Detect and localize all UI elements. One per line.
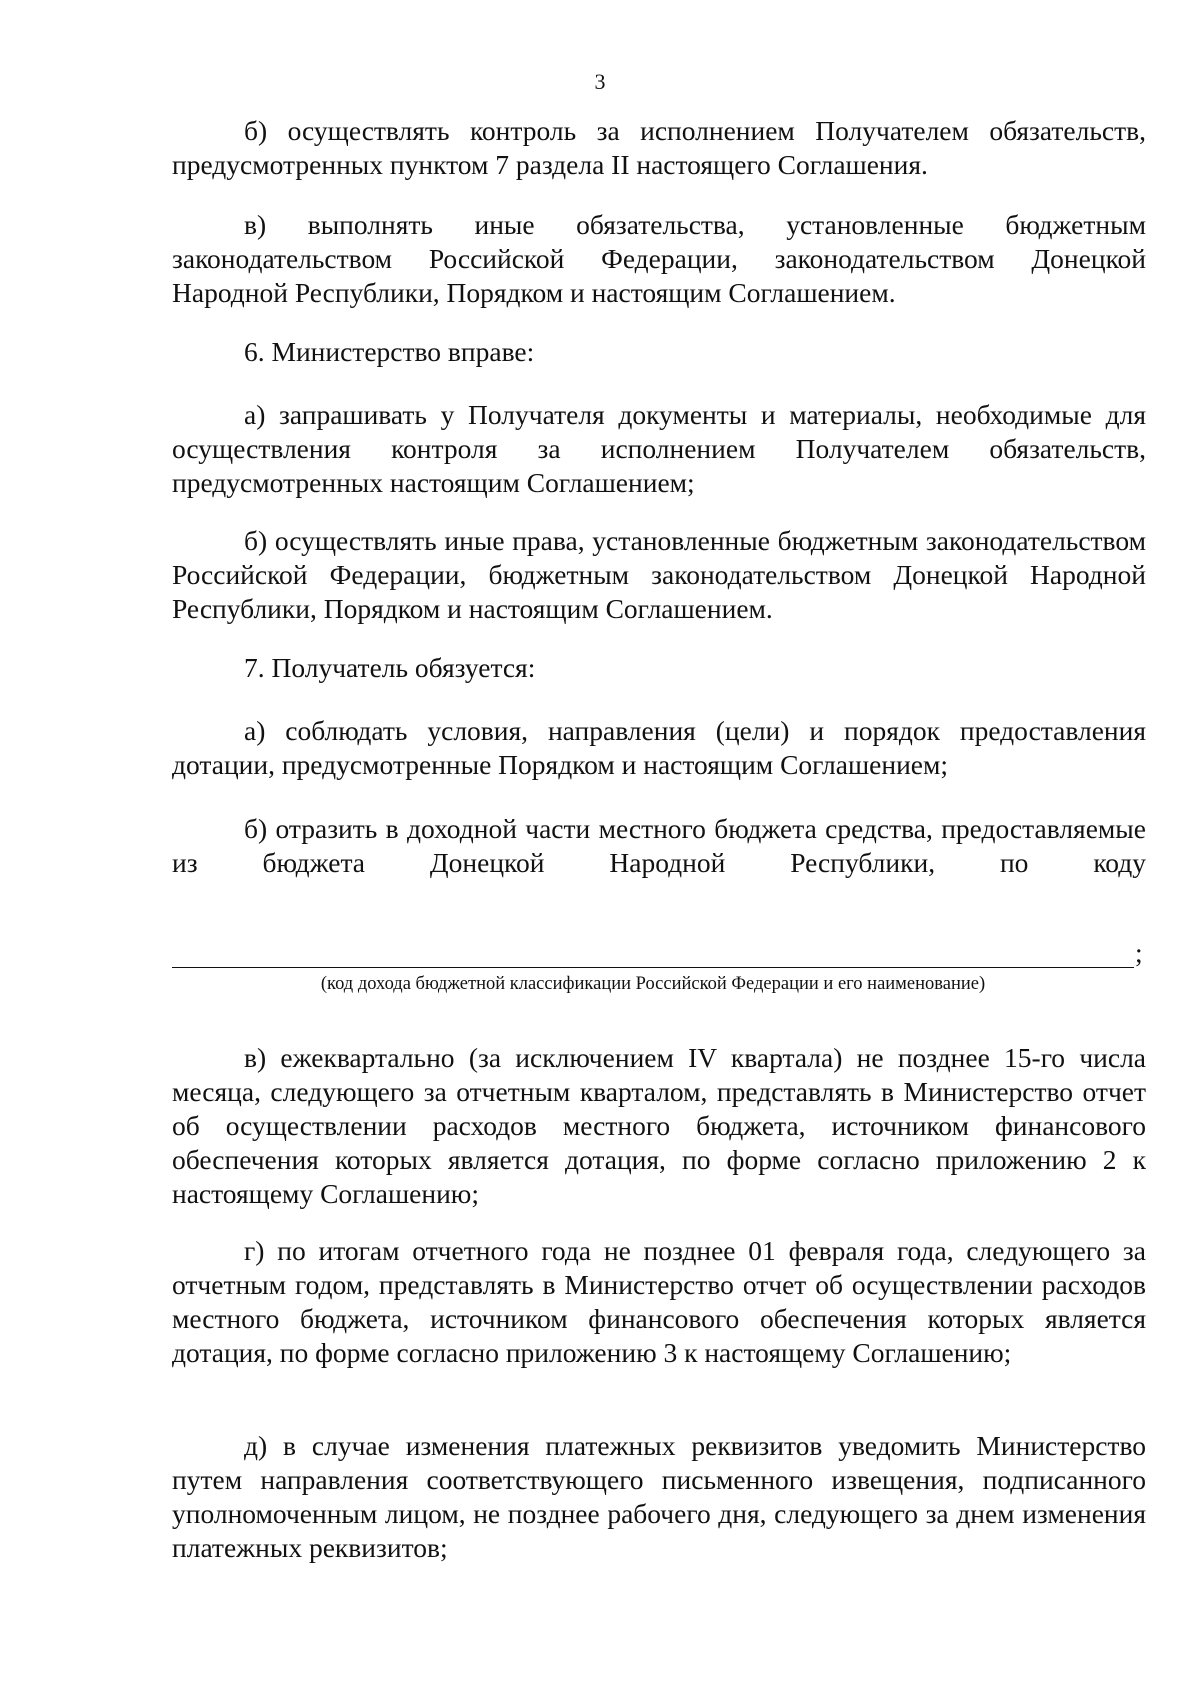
paragraph-6a-request-documents: а) запрашивать у Получателя документы и материалы, необходимые для осуществления контроля за исполнением Получателем обязательств, предусмотренных настоящим Соглашением; xyxy=(172,399,1146,498)
paragraph-7a-comply-conditions: а) соблюдать условия, направления (цели) и порядок предоставления дотации, предусмотренные Порядком и настоящим Соглашением; xyxy=(172,715,1146,780)
income-code-caption: (код дохода бюджетной классификации Российской Федерации и его наименование) xyxy=(320,974,986,994)
paragraph-7v-quarterly-report: в) ежеквартально (за исключением IV квартала) не позднее 15-го числа месяца, следующего за отчетным кварталом, представлять в Министерство отчет об осуществлении расходов местного бюджета, источником финансового обеспечения которых является дотация, по форме согласно приложению 2 к настоящему Соглашению; xyxy=(172,1042,1146,1209)
income-code-terminator: ; xyxy=(1135,937,1143,968)
section-6-heading: 6. Министерство вправе: xyxy=(244,336,535,367)
income-code-blank-line xyxy=(172,967,1134,968)
section-7-heading: 7. Получатель обязуется: xyxy=(244,652,536,683)
paragraph-7b-reflect-income: б) отразить в доходной части местного бюджета средства, предоставляемые из бюджета Донецкой Народной Республики, по коду xyxy=(172,813,1146,878)
paragraph-7g-annual-report: г) по итогам отчетного года не позднее 01 февраля года, следующего за отчетным годом, представлять в Министерство отчет об осуществлении расходов местного бюджета, источником финансового обеспечения которых является дотация, по форме согласно приложению 3 к настоящему Соглашению; xyxy=(172,1235,1146,1368)
paragraph-5b-control: б) осуществлять контроль за исполнением Получателем обязательств, предусмотренных пунктом 7 раздела II настоящего Соглашения. xyxy=(172,115,1146,180)
page-number: 3 xyxy=(594,69,606,94)
paragraph-6b-other-rights: б) осуществлять иные права, установленные бюджетным законодательством Российской Федерации, бюджетным законодательством Донецкой Народной Республики, Порядком и настоящим Соглашением. xyxy=(172,525,1146,624)
paragraph-5v-other-obligations: в) выполнять иные обязательства, установленные бюджетным законодательством Российской Федерации, законодательством Донецкой Народной Республики, Порядком и настоящим Соглашением. xyxy=(172,209,1146,308)
paragraph-7d-payment-details-change: д) в случае изменения платежных реквизитов уведомить Министерство путем направления соответствующего письменного извещения, подписанного уполномоченным лицом, не позднее рабочего дня, следующего за днем изменения платежных реквизитов; xyxy=(172,1430,1146,1563)
